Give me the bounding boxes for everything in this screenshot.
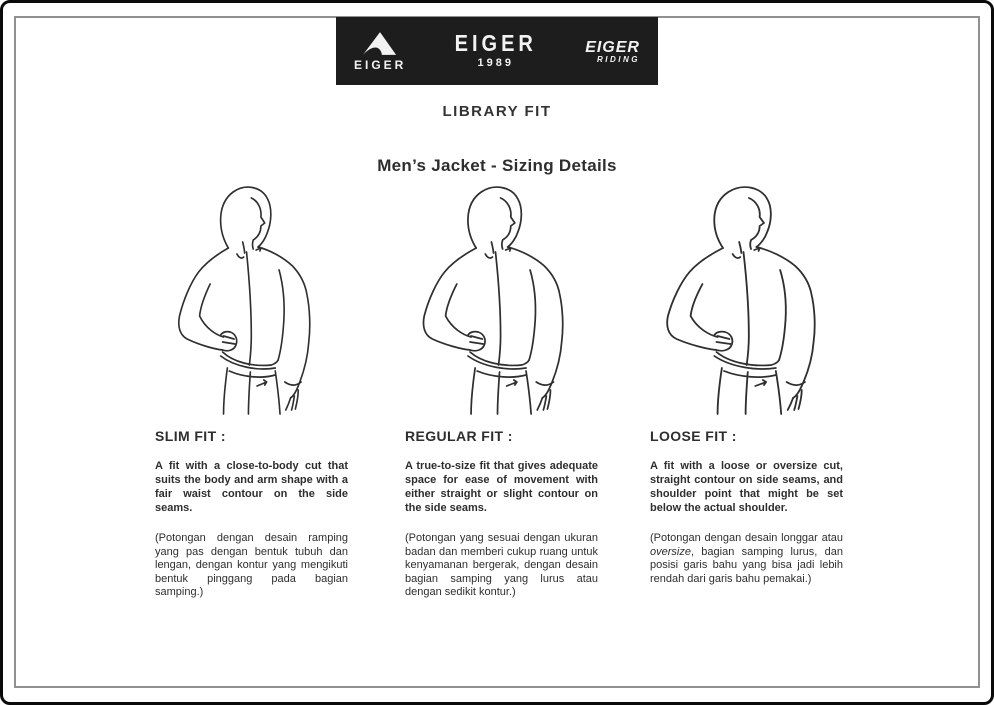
regular-fit-description-en: A true-to-size fit that gives adequate space for ease of movement with either straight or slight contour on the side seams.: [405, 460, 598, 514]
loose-fit-heading: LOOSE FIT :: [650, 428, 737, 444]
loose-fit-description-id: [650, 532, 843, 586]
eiger-riding-sub: RIDING: [596, 54, 640, 64]
eiger-1989-year: 1989: [477, 57, 514, 69]
regular-fit-column: [405, 428, 598, 600]
regular-fit-description-id: (Potongan yang sesuai dengan ukuran badan dan memberi cukup ruang untuk kenyamanan bergerak, dengan desain bagian samping yang lurus atau dengan sedikit kontur.): [405, 532, 598, 598]
loose-id-italic: oversize: [650, 545, 691, 558]
eiger-1989-logo: [455, 33, 537, 69]
slim-fit-description-en: A fit with a close-to-body cut that suits the body and arm shape with a fair waist contour on the side seams.: [155, 460, 348, 514]
slim-fit-column: [155, 428, 348, 600]
loose-fit-description-en: A fit with a loose or oversize cut, straight contour on side seams, and shoulder point that might be set below the actual shoulder.: [650, 460, 843, 514]
regular-fit-heading: REGULAR FIT :: [405, 428, 513, 444]
loose-id-prefix: (Potongan dengan desain longgar atau: [650, 532, 843, 544]
eiger-mountain-icon: [362, 31, 398, 56]
eiger-riding-logo: [585, 39, 640, 64]
loose-fit-column: [650, 428, 843, 586]
slim-fit-figure: [168, 184, 326, 416]
brand-bar: [336, 17, 658, 85]
loose-id-suffix: , bagian samping lurus, dan posisi garis bahu yang bisa jadi lebih rendah dari garis bahu pemakai.): [650, 545, 843, 585]
slim-fit-heading: SLIM FIT :: [155, 428, 226, 444]
page-title: LIBRARY FIT: [442, 103, 552, 120]
loose-fit-figure: [655, 184, 833, 416]
slim-fit-description-id: (Potongan dengan desain ramping yang pas dengan bentuk tubuh dan lengan, dengan kontur yang mengikuti bentuk pinggang pada bagian samping.): [155, 532, 348, 598]
eiger-riding-wordmark: EIGER: [585, 38, 640, 56]
regular-fit-figure: [412, 184, 580, 416]
eiger-logo-wordmark: EIGER: [354, 57, 407, 72]
eiger-logo: [354, 31, 406, 72]
page-subtitle: Men’s Jacket - Sizing Details: [377, 156, 617, 175]
eiger-1989-wordmark: EIGER: [454, 31, 537, 57]
